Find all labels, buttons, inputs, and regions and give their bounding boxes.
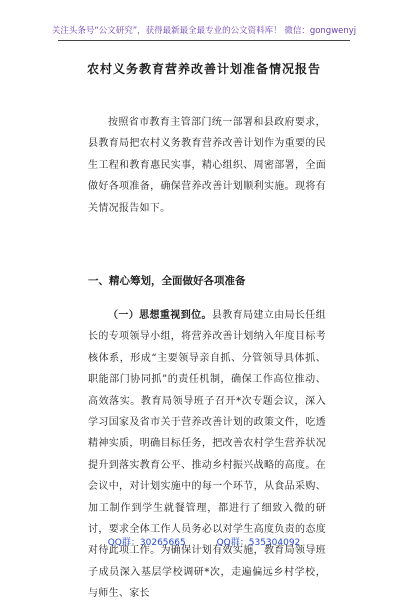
- qq-group-2: QQ群：535304092: [216, 538, 301, 548]
- footer-contacts: [0, 535, 408, 548]
- document-title: 农村义务教育营养改善计划准备情况报告: [86, 62, 321, 76]
- subsection-lead: （一）思想重视到位。: [108, 310, 212, 321]
- subsection-paragraph: [88, 305, 326, 605]
- intro-paragraph: 按照省市教育主管部门统一部署和县政府要求，县教育局把农村义务教育营养改善计划作为重要的民生工程和教育惠民实事，精心组织、周密部署，全面做好各项准备，确保营养改善计划顺利实施。现将有关情况报告如下。: [88, 117, 326, 214]
- subsection-body: 县教育局建立由局长任组长的专项领导小组，将营养改善计划纳入年度目标考核体系，形成“主要领导亲自抓、分管领导具体抓、职能部门协同抓”的责任机制，确保工作高位推动、高效落实。教育局领导班子召开*次专题会议，深入学习国家及省市关于营养改善计划的政策文件，吃透精神实质，明确目标任务，把改善农村学生营养状况提升到落实教育公平、推动乡村振兴战略的高度。在会议中，对计划实施中的每一个环节，从食品采购、加工制作到学生就餐管理，都进行了细致入微的研讨，要求全体工作人员务必以对学生高度负责的态度对待此项工作。为确保计划有效实施，教育局领导班子成员深入基层学校调研*次，走遍偏远乡村学校，与师生、家长: [88, 310, 326, 600]
- qq-group-1: QQ群：30265665: [107, 538, 186, 548]
- header-banner: 关注头条号“公文研究”，获得最新最全最专业的公文资料库！ 微信：gongwenyj: [51, 26, 357, 36]
- header-divider: [58, 40, 350, 41]
- section-heading: 一、精心筹划，全面做好各项准备: [88, 275, 246, 287]
